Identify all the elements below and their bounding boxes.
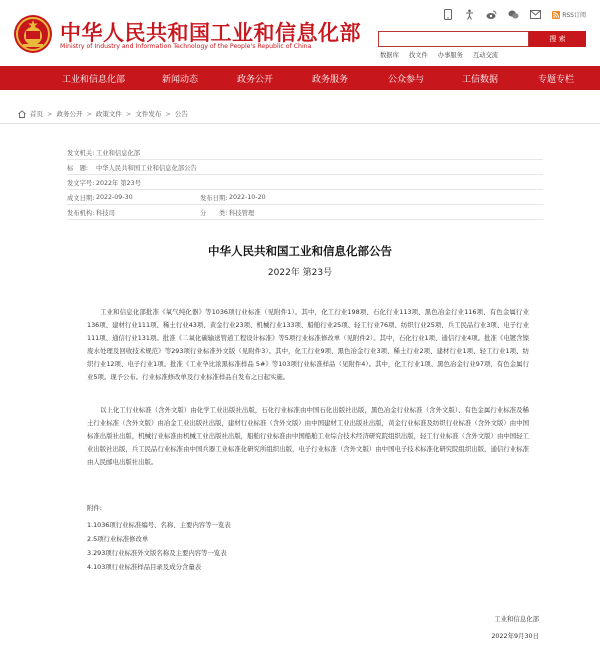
meta-row-doc-no [67, 175, 543, 190]
email-icon[interactable] [530, 9, 541, 20]
rss-link[interactable] [552, 10, 586, 19]
weibo-icon[interactable] [486, 9, 497, 20]
meta-row-subject [67, 160, 543, 175]
divider [0, 123, 600, 124]
quick-link-database[interactable]: 数据库 [380, 52, 399, 59]
quick-link-services[interactable]: 办事服务 [437, 52, 463, 59]
meta-label: 成文日期: [67, 194, 95, 202]
meta-value-subject: 中华人民共和国工业和信息化部公告 [96, 164, 197, 172]
accessibility-icon[interactable] [464, 9, 475, 20]
article-number: 2022年 第23号 [267, 268, 333, 278]
breadcrumb-notice[interactable]: 公告 [174, 110, 188, 118]
signer: 工业和信息化部 [494, 615, 539, 623]
search-button[interactable]: 搜 索 [529, 31, 586, 47]
article-paragraph: 以上化工行业标准（含外文版）由化学工业出版社出版，石化行业标准由中国石化出版社出版，黑色冶金行业标准（含外文版）、有色金属行业标准及稀土行业标准（含外文版）由冶金工业出版社出版，建材行业标准（含外文版）由中国建材工业出版社出版，黄金行业标准及纺织行业标准（含外文版）由中国标准出版社出版，机械行业标准由机械工业出版社出版，船舶行业标准由中国船舶工业综合技术经济研究院组织出版，轻工行业标准（含外文版）由中国轻工业出版社出版，兵工民品行业标准由中国兵器工业标准化研究所组织出版，电子行业标准（含外文版）由中国电子技术标准化研究院组织出版，通信行业标准由人民邮电出版社出版。 [87, 406, 529, 466]
national-emblem-icon [13, 14, 53, 54]
nav-item-data[interactable]: 工信数据 [462, 75, 499, 85]
meta-value-dept: 科技司 [96, 209, 115, 217]
breadcrumb-release[interactable]: 文件发布 [135, 110, 162, 118]
attachment-link[interactable]: 4.103项行业标准样品目录及成分含量表 [87, 563, 202, 571]
sign-date: 2022年9月30日 [491, 632, 539, 640]
attachments-label: 附件: [87, 504, 102, 512]
meta-label: 发布日期: [200, 194, 228, 202]
search-input[interactable] [378, 31, 529, 47]
nav-item-news[interactable]: 新闻动态 [162, 75, 199, 85]
site-header [0, 0, 600, 66]
meta-value-doc-no: 2022年 第23号 [96, 179, 141, 187]
article-title: 中华人民共和国工业和信息化部公告 [208, 244, 392, 258]
attachment-link[interactable]: 1.1036项行业标准编号、名称、主要内容等一览表 [87, 521, 231, 529]
attachment-link[interactable]: 3.293项行业标准外文版名称及主要内容等一览表 [87, 549, 227, 557]
breadcrumb-gov-affairs[interactable]: 政务公开 [56, 110, 83, 118]
nav-item-gov-services[interactable]: 政务服务 [312, 75, 349, 85]
meta-value-category: 科技管理 [229, 209, 255, 217]
site-title: 中华人民共和国工业和信息化部 [60, 21, 361, 45]
attachment-link[interactable]: 2.5项行业标准修改单 [87, 535, 149, 543]
meta-label: 发布机构: [67, 209, 95, 217]
wechat-icon[interactable] [508, 9, 519, 20]
meta-row-dept [67, 205, 543, 220]
article-paragraph: 工业和信息化部批准《氧气纯化器》等1036项行业标准（见附件1）。其中，化工行业198项、石化行业113项、黑色冶金行业116项、有色金属行业136项、建材行业111项、稀土行业43项、黄金行业23项、机械行业133项、船舶行业25项、轻工行业76项、纺织行业25项、兵工民品行业3项、电子行业111项、通信行业131项。批准《二氧化碳输送管道工程设计标准》等5项行业标准修改单（见附件2）。其中，石化行业1项、通信行业4项。批准《电镀含镍废水处理及回收技术规范》等293项行业标准外文版（见附件3）。其中，化工行业9项、黑色冶金行业3项、稀土行业2项、建材行业1项、轻工行业1项、纺织行业12项、电子行业1项。批准《工业孕比浓黑标准样品 5#》等103项行业标准样品（见附件4）。其中，化工行业1项、黑色冶金行业97项、有色金属行业5项。现予公布。行业标准修改单及行业标准样品自发布之日起实施。 [87, 308, 529, 381]
meta-label: 发文机关: [67, 149, 95, 157]
home-icon [18, 110, 26, 118]
attachments-list [87, 520, 231, 576]
breadcrumb-home[interactable]: 首页 [30, 110, 43, 118]
breadcrumb-policy[interactable]: 政策文件 [95, 110, 122, 118]
meta-label: 发文字号: [67, 179, 95, 187]
breadcrumb [18, 109, 188, 118]
quick-link-interaction[interactable]: 互动交流 [472, 52, 499, 59]
rss-icon [552, 11, 560, 19]
breadcrumb-separator: > [47, 109, 53, 118]
nav-item-topics[interactable]: 专题专栏 [538, 75, 575, 85]
breadcrumb-separator: > [165, 109, 171, 118]
main-nav [0, 66, 600, 90]
top-icon-bar [442, 9, 586, 20]
document-meta-table [67, 145, 543, 220]
quick-link-find-file[interactable]: 找文件 [408, 52, 428, 59]
meta-value-written-date: 2022-09-30 [96, 193, 133, 201]
meta-label: 标 题: [67, 164, 89, 172]
nav-item-miit[interactable]: 工业和信息化部 [62, 75, 126, 85]
meta-value-issuer: 工业和信息化部 [96, 149, 141, 157]
meta-label: 分 类: [200, 209, 228, 217]
breadcrumb-separator: > [125, 109, 132, 118]
rss-label: RSS订阅 [562, 12, 586, 19]
quick-links [380, 50, 498, 59]
nav-item-participation[interactable]: 公众参与 [388, 75, 425, 85]
meta-row-issuer [67, 145, 543, 160]
mobile-icon[interactable] [442, 9, 453, 20]
breadcrumb-separator: > [86, 109, 92, 118]
meta-value-published-date: 2022-10-20 [229, 193, 266, 201]
nav-item-gov-affairs[interactable]: 政务公开 [237, 75, 274, 85]
site-subtitle: Ministry of Industry and Information Technology of the People's Republic of China [60, 43, 312, 50]
meta-row-dates [67, 190, 543, 205]
